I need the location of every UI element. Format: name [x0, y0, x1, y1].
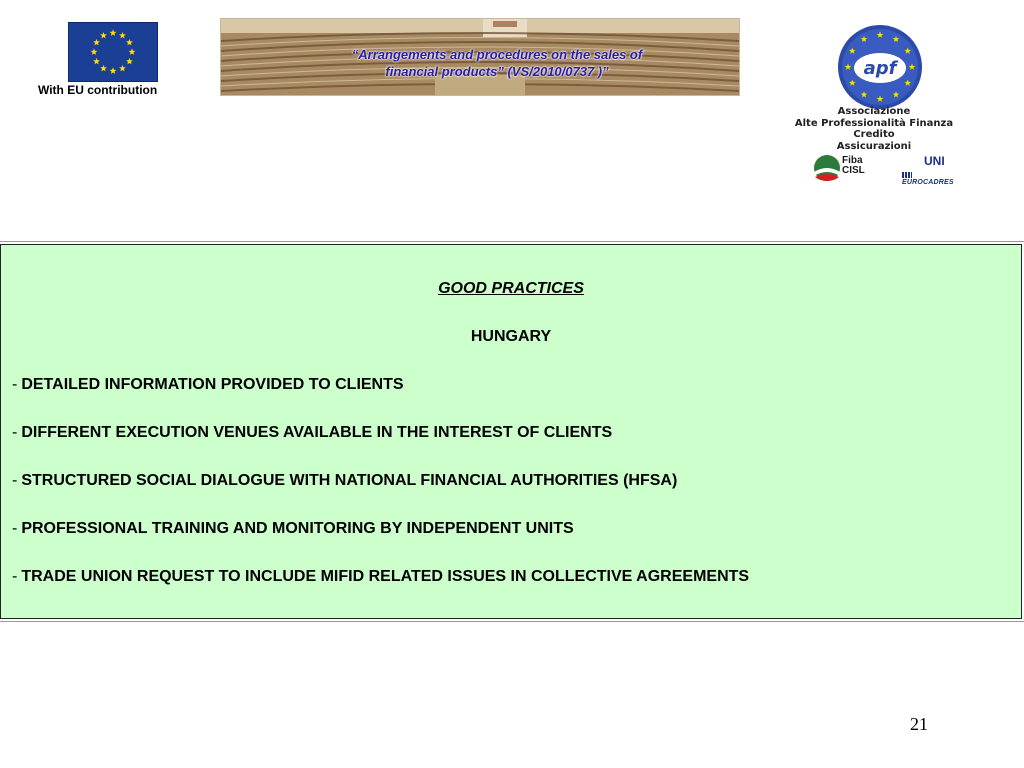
apf-logo-text: apf: [863, 58, 897, 79]
list-item: [12, 424, 749, 472]
bullet-dash: -: [12, 520, 18, 537]
eurocadres-icon: [902, 172, 912, 178]
practice-text: PROFESSIONAL TRAINING AND MONITORING BY INDEPENDENT UNITS: [21, 520, 574, 537]
eu-stars-icon: [69, 23, 157, 81]
project-banner: [220, 18, 740, 96]
page-number: 21: [910, 714, 928, 734]
apf-line-assicurazioni: Assicurazioni: [836, 140, 912, 152]
apf-logo-block: [786, 18, 962, 186]
bullet-dash: -: [12, 424, 18, 441]
list-item: [12, 472, 749, 520]
apf-line-credito: Credito: [853, 129, 895, 140]
bullet-dash: -: [12, 472, 18, 489]
fiba-cisl-text: [842, 156, 865, 176]
apf-line-associazione: Associazione: [837, 106, 911, 117]
practice-text: DIFFERENT EXECUTION VENUES AVAILABLE IN THE INTEREST OF CLIENTS: [21, 424, 613, 441]
fiba-label: Fiba: [842, 155, 863, 166]
apf-association-name: [786, 106, 962, 152]
good-practices-panel: [0, 244, 1022, 619]
banner-title-line-1: “Arrangements and procedures on the sales of: [351, 47, 643, 62]
eu-flag-icon: [68, 22, 158, 82]
eu-caption: With EU contribution: [38, 83, 158, 97]
bullet-dash: -: [12, 376, 18, 393]
practice-text: TRADE UNION REQUEST TO INCLUDE MIFID RELATED ISSUES IN COLLECTIVE AGREEMENTS: [21, 568, 750, 585]
fiba-cisl-icon: [812, 154, 842, 182]
list-item: [12, 376, 749, 424]
partner-logos: [806, 154, 962, 186]
list-item: [12, 568, 749, 616]
eurocadres-label: EUROCADRES: [902, 179, 954, 186]
list-item: [12, 520, 749, 568]
panel-country: HUNGARY: [470, 328, 552, 345]
practice-text: DETAILED INFORMATION PROVIDED TO CLIENTS: [21, 376, 404, 393]
uni-logo: UNI: [924, 154, 945, 168]
panel-heading: GOOD PRACTICES: [438, 280, 584, 297]
banner-title: [287, 46, 707, 80]
apf-line-alte-professionalita: Alte Professionalità Finanza: [794, 117, 954, 129]
practice-text: STRUCTURED SOCIAL DIALOGUE WITH NATIONAL FINANCIAL AUTHORITIES (HFSA): [21, 472, 678, 489]
banner-title-line-2: financial products” (VS/2010/0737 )”: [385, 64, 609, 79]
eurocadres-logo: [902, 172, 962, 186]
practice-list: [12, 376, 749, 616]
apf-logo-icon: [836, 23, 924, 111]
bullet-dash: -: [12, 568, 18, 585]
cisl-label: CISL: [842, 165, 865, 176]
